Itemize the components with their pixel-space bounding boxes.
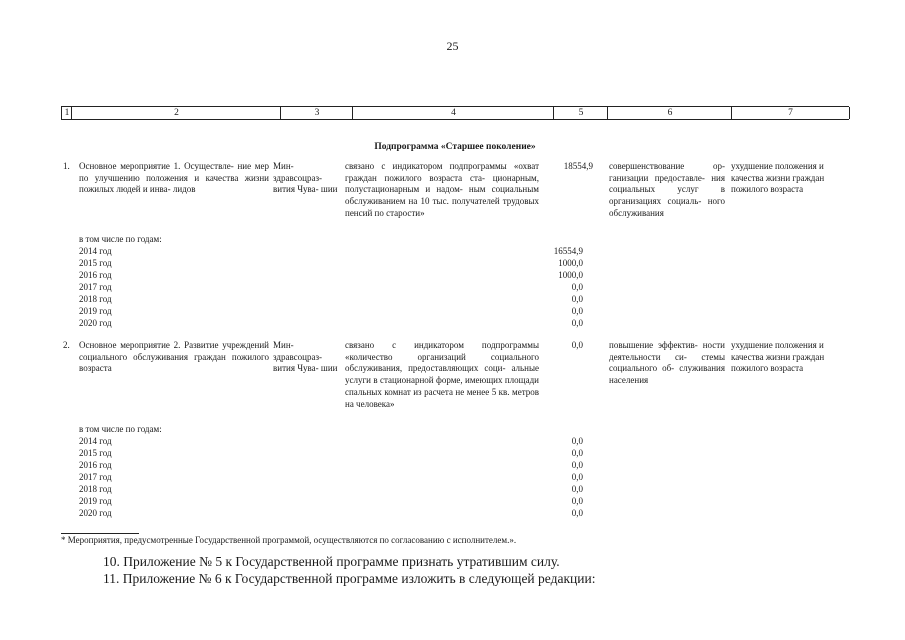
by-years-label: в том числе по годам: (79, 424, 162, 434)
indicator-text: связано с индикатором подпрограммы «количество организаций социального обслуживания, предоставляющих соци- альные услуги в стационарной форме, имеющих площади спальных комнат из расчета не менее 5 кв. метров на человека» (345, 340, 539, 409)
header-cell: 6 (607, 107, 732, 119)
year-value: 0,0 (571, 294, 583, 304)
year-value: 0,0 (571, 448, 583, 458)
year-label: 2015 год (79, 258, 112, 268)
year-label: 2016 год (79, 460, 112, 470)
year-label: 2014 год (79, 436, 112, 446)
row-number: 1. (63, 161, 70, 171)
table-header (61, 106, 849, 120)
paragraph: 10. Приложение № 5 к Государственной программе признать утратившим силу. (103, 554, 560, 569)
paragraph: 11. Приложение № 6 к Государственной программе изложить в следующей редакции: (103, 571, 596, 586)
year-value: 0,0 (571, 282, 583, 292)
amount-value: 18554,9 (563, 161, 593, 171)
year-value: 0,0 (571, 436, 583, 446)
header-cell: 5 (553, 107, 608, 119)
indicator-text: связано с индикатором подпрограммы «охват граждан пожилого возраста ста- ционарным, полустационарным и надом- ным социальным обслуживанием на 10 тыс. получателей трудовых пенсий по старости» (345, 161, 539, 218)
header-cell: 7 (731, 107, 850, 119)
year-value: 1000,0 (558, 270, 583, 280)
year-label: 2017 год (79, 282, 112, 292)
year-label: 2019 год (79, 306, 112, 316)
header-cell: 2 (71, 107, 281, 119)
year-value: 0,0 (571, 460, 583, 470)
year-label: 2014 год (79, 246, 112, 256)
activity-text: Основное мероприятие 1. Осуществле- ние мер по улучшению положения и качества жизни пожилых людей и инва- лидов (79, 161, 269, 195)
activity-text: Основное мероприятие 2. Развитие учреждений социального обслуживания граждан пожилого возраста (79, 340, 269, 374)
year-label: 2018 год (79, 294, 112, 304)
amount-value: 0,0 (571, 340, 583, 350)
year-value: 16554,9 (553, 246, 583, 256)
footnote: * Мероприятия, предусмотренные Государственной программой, осуществляются по согласованию с исполнителем.». (61, 535, 517, 545)
executor-text: Мин- здравсоцраз- вития Чува- шии (273, 340, 338, 374)
year-label: 2020 год (79, 508, 112, 518)
result-text: повышение эффектив- ности деятельности си- стемы социального об- служивания населения (609, 340, 725, 386)
year-value: 1000,0 (558, 258, 583, 268)
executor-text: Мин- здравсоцраз- вития Чува- шии (273, 161, 338, 195)
year-label: 2016 год (79, 270, 112, 280)
year-label: 2017 год (79, 472, 112, 482)
header-cell: 3 (280, 107, 353, 119)
footnote-separator (61, 533, 139, 534)
year-value: 0,0 (571, 472, 583, 482)
header-cell: 1 (61, 107, 72, 119)
year-value: 0,0 (571, 496, 583, 506)
subprogram-title: Подпрограмма «Старшее поколение» (374, 142, 536, 152)
result-text: совершенствование ор- ганизации предоставле- ния социальных услуг в организациях социаль- ного обслуживания (609, 161, 725, 218)
year-value: 0,0 (571, 318, 583, 328)
by-years-label: в том числе по годам: (79, 234, 162, 244)
risk-text: ухудшение положения и качества жизни граждан пожилого возраста (731, 340, 825, 374)
risk-text: ухудшение положения и качества жизни граждан пожилого возраста (731, 161, 825, 195)
year-label: 2015 год (79, 448, 112, 458)
year-value: 0,0 (571, 306, 583, 316)
year-label: 2018 год (79, 484, 112, 494)
header-cell: 4 (352, 107, 554, 119)
row-number: 2. (63, 340, 70, 350)
year-label: 2020 год (79, 318, 112, 328)
year-label: 2019 год (79, 496, 112, 506)
page-number: 25 (446, 39, 459, 53)
year-value: 0,0 (571, 484, 583, 494)
year-value: 0,0 (571, 508, 583, 518)
